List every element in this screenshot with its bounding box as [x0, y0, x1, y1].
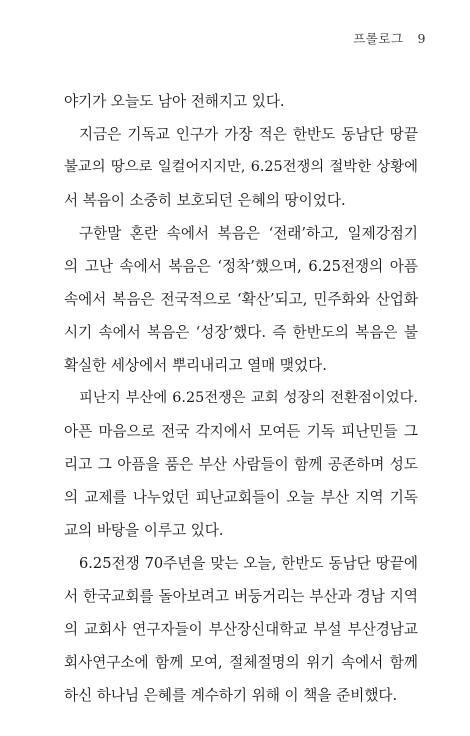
running-header	[353, 29, 426, 47]
text-line: 리고 그 아픔을 품은 부산 사람들이 함께 공존하며 성도	[64, 456, 418, 473]
text-line: 서 한국교회를 돌아보려고 버둥거리는 부산과 경남 지역	[64, 588, 418, 605]
text-line: 아픈 마음으로 전국 각지에서 모여든 기독 피난민들 그	[64, 423, 418, 440]
text-line: 의 고난 속에서 복음은 ‘정착’했으며, 6.25전쟁의 아픔	[64, 258, 418, 275]
text-line: 하신 하나님 은혜를 계수하기 위해 이 책을 준비했다.	[64, 687, 398, 704]
text-line: 6.25전쟁 70주년을 맞는 오늘, 한반도 동남단 땅끝에	[79, 555, 418, 572]
body-text	[64, 85, 418, 712]
text-line: 피난지 부산에 6.25전쟁은 교회 성장의 전환점이었다.	[79, 390, 418, 406]
paragraph	[64, 118, 418, 217]
text-line: 시기 속에서 복음은 ‘성장’했다. 즉 한반도의 복음은 불	[64, 324, 418, 341]
paragraph	[64, 85, 418, 118]
text-line: 회사연구소에 함께 모여, 절체절명의 위기 속에서 함께	[64, 654, 418, 671]
text-line: 교의 바탕을 이루고 있다.	[64, 522, 224, 539]
paragraph	[64, 382, 418, 547]
text-line: 지금은 기독교 인구가 가장 적은 한반도 동남단 땅끝	[79, 126, 418, 143]
text-line: 야기가 오늘도 남아 전해지고 있다.	[64, 93, 285, 110]
text-line: 불교의 땅으로 일컬어지지만, 6.25전쟁의 절박한 상황에	[64, 159, 418, 175]
text-line: 확실한 세상에서 뿌리내리고 열매 맺었다.	[64, 357, 327, 374]
paragraph	[64, 217, 418, 382]
text-line: 구한말 혼란 속에서 복음은 ‘전래’하고, 일제강점기	[79, 225, 418, 242]
text-line: 의 교제를 나누었던 피난교회들이 오늘 부산 지역 기독	[64, 489, 418, 506]
text-line: 속에서 복음은 전국적으로 ‘확산’되고, 민주화와 산업화	[64, 291, 418, 308]
paragraph	[64, 547, 418, 712]
text-line: 의 교회사 연구자들이 부산장신대학교 부설 부산경남교	[64, 621, 418, 638]
section-title: 프롤로그	[353, 31, 404, 46]
page-number: 9	[417, 31, 426, 46]
text-line: 서 복음이 소중히 보호되던 은혜의 땅이었다.	[64, 192, 346, 209]
